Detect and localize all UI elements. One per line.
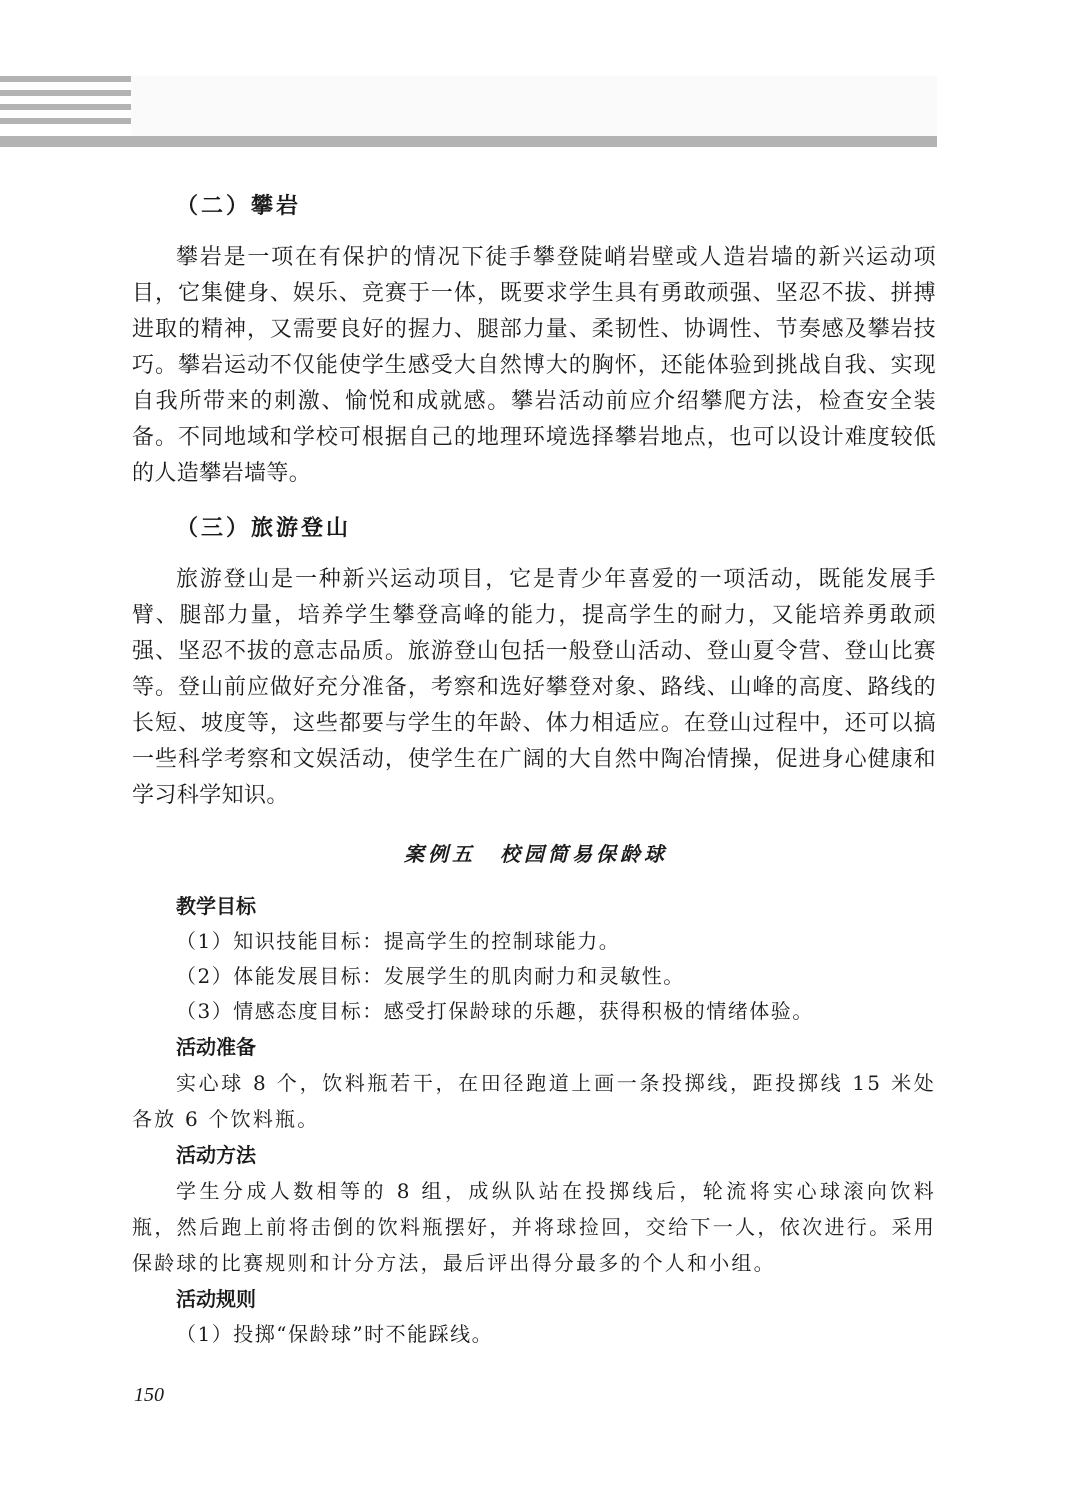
header-line bbox=[0, 118, 131, 124]
header-line bbox=[0, 76, 131, 82]
goal-item: （2）体能发展目标：发展学生的肌肉耐力和灵敏性。 bbox=[176, 964, 685, 988]
goal-item: （3）情感态度目标：感受打保龄球的乐趣，获得积极的情绪体验。 bbox=[176, 999, 814, 1023]
activity-rules-heading: 活动规则 bbox=[176, 1287, 256, 1311]
mountaineering-paragraph: 旅游登山是一种新兴运动项目，它是青少年喜爱的一项活动，既能发展手臂、腿部力量，培养学生攀登高峰的能力，提高学生的耐力，又能培养勇敢顽强、坚忍不拔的意志品质。旅游登山包括一般登山活动、登山夏令营、登山比赛等。登山前应做好充分准备，考察和选好攀登对象、路线、山峰的高度、路线的长短、坡度等，这些都要与学生的年龄、体力相适应。在登山过程中，还可以搞一些科学考察和文娱活动，使学生在广阔的大自然中陶冶情操，促进身心健康和学习科学知识。 bbox=[132, 567, 936, 808]
section-heading-mountaineering: （三）旅游登山 bbox=[176, 515, 352, 541]
header-line bbox=[0, 90, 131, 96]
page-content bbox=[132, 186, 936, 1352]
header-bar bbox=[0, 136, 937, 147]
goal-item: （1）知识技能目标：提高学生的控制球能力。 bbox=[176, 929, 621, 953]
header-line bbox=[0, 104, 131, 110]
activity-prep-heading: 活动准备 bbox=[176, 1035, 256, 1059]
teaching-goals-heading: 教学目标 bbox=[176, 894, 256, 918]
header-decoration-lines bbox=[0, 76, 131, 132]
activity-prep-text: 实心球 8 个，饮料瓶若干，在田径跑道上画一条投掷线，距投掷线 15 米处各放 6 个饮料瓶。 bbox=[132, 1071, 936, 1131]
rock-climbing-paragraph: 攀岩是一项在有保护的情况下徒手攀登陡峭岩壁或人造岩墙的新兴运动项目，它集健身、娱乐、竞赛于一体，既要求学生具有勇敢顽强、坚忍不拔、拼搏进取的精神，又需要良好的握力、腿部力量、柔韧性、协调性、节奏感及攀岩技巧。攀岩运动不仅能使学生感受大自然博大的胸怀，还能体验到挑战自我、实现自我所带来的刺激、愉悦和成就感。攀岩活动前应介绍攀爬方法，检查安全装备。不同地域和学校可根据自己的地理环境选择攀岩地点，也可以设计难度较低的人造攀岩墙等。 bbox=[132, 245, 936, 486]
case-title: 案例五 校园简易保龄球 bbox=[404, 842, 668, 866]
activity-method-text: 学生分成人数相等的 8 组，成纵队站在投掷线后，轮流将实心球滚向饮料瓶，然后跑上前将击倒的饮料瓶摆好，并将球捡回，交给下一人，依次进行。采用保龄球的比赛规则和计分方法，最后评出得分最多的个人和小组。 bbox=[132, 1179, 936, 1275]
activity-method-heading: 活动方法 bbox=[176, 1143, 256, 1167]
header-band bbox=[131, 76, 937, 136]
page-number: 150 bbox=[134, 1384, 164, 1406]
rule-item: （1）投掷“保龄球”时不能踩线。 bbox=[176, 1322, 494, 1346]
section-heading-rock-climbing: （二）攀岩 bbox=[176, 193, 302, 219]
